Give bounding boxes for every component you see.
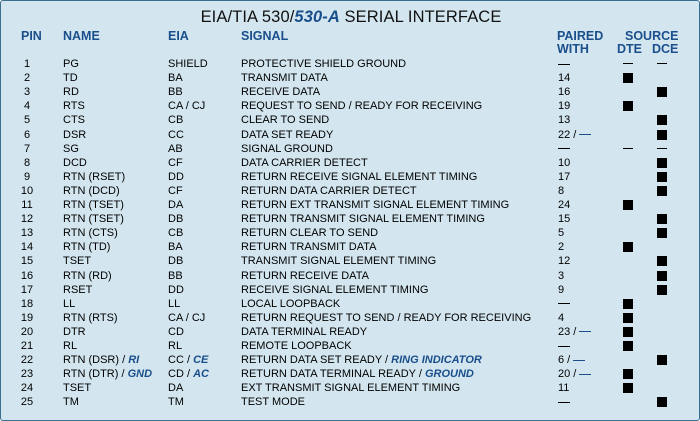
table-row [1,170,700,184]
header-dte: DTE [617,42,642,56]
signal-name: EXT TRANSMIT SIGNAL ELEMENT TIMING [241,382,461,395]
paired-with: 17 [558,170,571,183]
paired-with: 6 / [558,353,585,367]
table-row [1,297,700,311]
dte-square-icon [623,327,633,337]
paired-none-dash [558,402,570,403]
dce-square-icon [657,256,667,266]
dce-square-icon [657,355,667,365]
eia-code: DB [168,213,184,226]
eia-code: RL [168,340,183,352]
table-row [1,156,700,170]
table-row [1,240,700,254]
pin-name: SG [63,142,79,155]
pin-number: 8 [23,156,31,169]
pin-name: RTN (RD) [63,269,112,282]
paired-with: 4 [558,311,565,324]
title-main: EIA/TIA 530/ [200,8,295,26]
pin-number: 5 [23,114,31,127]
dte-square-icon [623,299,633,309]
header-pin: PIN [21,29,42,43]
paired-with: 5 [558,227,565,240]
table-row [1,353,700,367]
pin-name: RTN (RSET) [63,170,126,183]
table-row [1,311,700,325]
pin-number: 13 [20,227,34,240]
paired-with: 9 [558,283,565,296]
paired-none-dash [558,346,570,347]
signal-name: RETURN TRANSMIT SIGNAL ELEMENT TIMING [241,213,485,226]
eia-code: BB [168,269,183,282]
signal-name: RECEIVE SIGNAL ELEMENT TIMING [241,283,429,296]
dte-square-icon [623,73,633,83]
paired-with: 8 [558,184,565,197]
signal-name: SIGNAL GROUND [241,142,333,155]
paired-with: 10 [558,156,571,169]
pin-name: RTN (DSR) / RI [63,354,140,367]
eia-code: CC / CE [168,354,209,367]
header-source: SOURCE [625,29,679,43]
signal-name: RETURN REQUEST TO SEND / READY FOR RECEIVING [241,311,532,324]
title-alt: 530-A [294,8,340,26]
pin-number: 10 [20,184,34,197]
signal-name: RETURN CLEAR TO SEND [241,227,379,240]
pin-name-alt: RI [128,354,140,367]
signal-name: RETURN RECEIVE SIGNAL ELEMENT TIMING [241,170,478,183]
eia-code: TM [168,396,184,409]
eia-code: CA / CJ [168,100,206,113]
eia-code: BA [168,241,183,254]
pin-name: RTS [63,100,85,113]
header-name: NAME [63,29,100,43]
pin-name: RSET [63,283,93,296]
paired-with: 15 [558,213,571,226]
pin-number: 15 [20,255,34,268]
eia-code-alt: CE [193,354,209,367]
eia-code: SHIELD [168,58,208,70]
pin-number: 3 [23,86,31,99]
pin-name: RL [63,340,78,352]
paired-with [558,297,570,311]
page-title [1,8,700,27]
table-row [1,269,700,283]
signal-name-alt: GROUND [424,368,474,381]
title-suffix: SERIAL INTERFACE [339,8,502,26]
eia-code: DB [168,255,184,268]
table-row [1,226,700,240]
pin-number: 2 [23,72,31,85]
dte-square-icon [623,101,633,111]
pin-number: 25 [20,396,34,409]
dte-square-icon [623,242,633,252]
dce-square-icon [657,228,667,238]
paired-with: 23 / [558,325,591,339]
paired-with: 14 [558,72,571,85]
eia-code: DD [168,170,184,183]
signal-name: RETURN DATA SET READY / RING INDICATOR [241,354,482,367]
eia-code: CD / AC [168,368,209,381]
eia-code: BA [168,72,183,85]
eia-code: BB [168,86,183,99]
table-row [1,254,700,268]
eia-code: DA [168,382,184,395]
eia-code-alt: AC [193,368,209,381]
dce-square-icon [657,214,667,224]
pin-number: 1 [23,58,31,70]
header-signal: SIGNAL [241,29,289,43]
table-row [1,212,700,226]
table-row [1,142,700,156]
header-eia: EIA [168,29,189,43]
pin-number: 4 [23,100,31,113]
header-with: WITH [557,42,589,56]
pin-number: 9 [23,170,31,183]
table-row [1,184,700,198]
dte-square-icon [623,313,633,323]
signal-name: TRANSMIT DATA [241,72,328,85]
dce-square-icon [657,172,667,182]
paired-with: 19 [558,100,571,113]
pin-name: RD [63,86,79,99]
pin-name: PG [63,58,79,70]
paired-with: 12 [558,255,571,268]
table-row [1,381,700,395]
paired-with: 24 [558,199,571,211]
signal-name-alt: RING INDICATOR [391,354,482,367]
eia-code: CF [168,156,183,169]
pin-number: 7 [23,142,31,155]
pin-name: RTN (RTS) [63,311,118,324]
eia-code: DA [168,199,184,211]
dte-square-icon [623,341,633,351]
pin-name: RTN (TSET) [63,213,124,226]
table-row [1,325,700,339]
paired-with-alt [573,360,585,361]
pin-number: 11 [21,199,33,211]
dte-dash-icon [623,63,633,64]
eia-code: LL [168,297,181,310]
eia-code: CF [168,184,183,197]
dte-square-icon [623,383,633,393]
paired-with [558,339,570,353]
table-row [1,85,700,99]
pin-number: 14 [20,241,34,254]
signal-name: DATA TERMINAL READY [241,325,368,338]
table-row [1,99,700,113]
paired-with: 3 [558,269,565,282]
table-row [1,339,700,353]
signal-name: DATA SET READY [241,128,334,141]
eia-code: AB [168,142,183,155]
signal-name: RETURN DATA TERMINAL READY / GROUND [241,368,474,381]
pin-number: 24 [20,382,34,395]
table-row [1,283,700,297]
eia-code: CD [168,325,184,338]
eia-code: CC [168,128,184,141]
table-row [1,198,700,212]
paired-none-dash [558,148,570,149]
eia-code: CB [168,114,184,127]
paired-with: 2 [558,241,565,254]
paired-with-alt [579,331,591,332]
table-row [1,71,700,85]
dte-dash-icon [623,148,633,149]
dce-square-icon [657,130,667,140]
dce-dash-icon [657,148,667,149]
pin-name: RTN (DCD) [63,184,120,197]
paired-with: 20 / [558,367,591,381]
paired-with [558,57,570,71]
eia-code: CA / CJ [168,311,206,324]
pin-number: 22 [20,354,34,367]
pin-name-alt: GND [127,368,153,381]
signal-name: DATA CARRIER DETECT [241,156,368,169]
signal-name: REMOTE LOOPBACK [241,340,352,352]
dce-square-icon [657,285,667,295]
pin-name: RTN (DTR) / GND [63,368,153,381]
pin-name: TSET [63,382,92,395]
signal-name: REQUEST TO SEND / READY FOR RECEIVING [241,100,483,113]
dte-square-icon [623,369,633,379]
signal-name: PROTECTIVE SHIELD GROUND [241,58,407,70]
signal-name: RETURN EXT TRANSMIT SIGNAL ELEMENT TIMING [241,199,510,211]
paired-none-dash [558,303,570,304]
pin-name: TD [63,72,78,85]
pin-name: CTS [63,114,85,127]
paired-with-alt [579,374,591,375]
dce-square-icon [657,87,667,97]
eia-code: CB [168,227,184,240]
table-row [1,395,700,409]
signal-name: RETURN RECEIVE DATA [241,269,369,282]
pin-name: TSET [63,255,92,268]
pin-number: 12 [20,213,34,226]
paired-with-alt [579,134,591,135]
pin-number: 16 [20,269,34,282]
pin-number: 20 [20,325,34,338]
paired-with: 22 / [558,128,591,142]
paired-with [558,142,570,156]
dce-square-icon [657,115,667,125]
dte-square-icon [623,200,633,210]
paired-with [558,395,570,409]
pin-number: 19 [20,311,34,324]
pin-name: DTR [63,325,86,338]
dce-square-icon [657,158,667,168]
signal-name: CLEAR TO SEND [241,114,330,127]
pin-number: 6 [23,128,31,141]
eia-code: DD [168,283,184,296]
dce-square-icon [657,397,667,407]
pin-name: DCD [63,156,87,169]
paired-with: 11 [558,382,570,395]
pin-number: 21 [20,340,34,352]
pin-name: RTN (CTS) [63,227,118,240]
dce-square-icon [657,271,667,281]
header-paired: PAIRED [557,29,604,43]
table-row [1,128,700,142]
pin-name: TM [63,396,79,409]
signal-name: LOCAL LOOPBACK [241,297,341,310]
table-row [1,113,700,127]
signal-name: RETURN DATA CARRIER DETECT [241,184,417,197]
pin-name: RTN (TSET) [63,199,124,211]
paired-with: 16 [558,86,571,99]
paired-with: 13 [558,114,571,127]
table-row [1,57,700,71]
signal-name: RETURN TRANSMIT DATA [241,241,377,254]
signal-name: TRANSMIT SIGNAL ELEMENT TIMING [241,255,437,268]
pin-name: RTN (TD) [63,241,111,254]
pin-name: LL [63,297,76,310]
dce-square-icon [657,186,667,196]
pin-number: 23 [20,368,34,381]
header-dce: DCE [652,42,679,56]
pin-number: 17 [20,283,34,296]
paired-none-dash [558,64,570,65]
table-row [1,367,700,381]
dce-dash-icon [657,63,667,64]
pin-number: 18 [20,297,34,310]
pin-name: DSR [63,128,87,141]
signal-name: TEST MODE [241,396,305,409]
signal-name: RECEIVE DATA [241,86,321,99]
